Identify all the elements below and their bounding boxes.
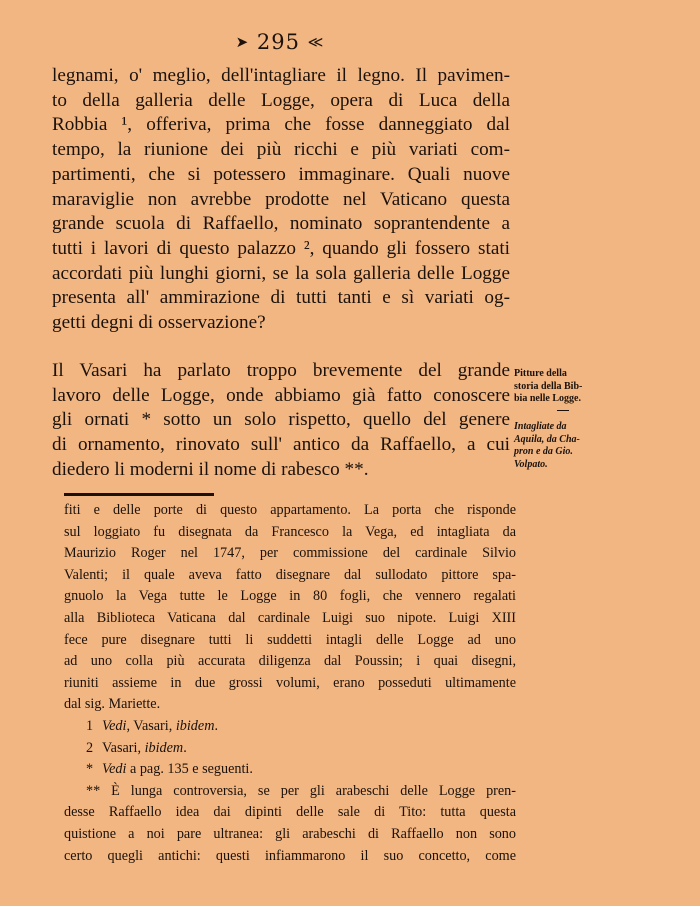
text-line: accordati più lunghi giorni, se la sola galleria delle Logge [52, 262, 510, 284]
text-line: gli ornati * sotto un solo rispetto, quello del genere [52, 409, 510, 431]
text-line: diedero li moderni il nome di rabesco **. [52, 458, 369, 480]
left-ornament-icon: ➤ [235, 33, 250, 51]
footnote-line: ad uno colla più accurata diligenza dal Poussin; i quai disegni, [64, 653, 516, 670]
footnote-line: sul loggiato fu disegnata da Francesco la Vega, ed intagliata da [64, 523, 516, 540]
margin-note-line: Volpato. [514, 458, 548, 470]
text-line: lavoro delle Logge, onde abbiamo già fatto conoscere [52, 384, 510, 406]
footnote-line: fece pure disegnare tutti li suddetti intagli delle Logge ad uno [64, 631, 516, 648]
text-line: presenta all' ammirazione di tutti tanti e sì variati og- [52, 287, 510, 309]
footnote-line: certo quegli antichi: questi infiammarono il suo concetto, come [64, 847, 516, 864]
footnote-cite: ibidem [144, 739, 184, 756]
footnote-line: ** È lunga controversia, se per gli arabeschi delle Logge pren- [86, 782, 516, 799]
footnotes [64, 500, 516, 867]
footnote-text: . [214, 717, 218, 734]
footnote-line: gnuolo la Vega tutte le Logge in 80 fogli, che vennero regalati [64, 588, 516, 605]
margin-note-line: Pitture della [514, 368, 567, 379]
footnote-mark: * [86, 761, 94, 778]
footnote-text: a pag. 135 e seguenti. [126, 761, 253, 778]
margin-note-engravers [514, 421, 614, 471]
footnote-line: Valenti; il quale aveva fatto disegnare dal sullodato pittore spa- [64, 566, 516, 583]
footnote-text: Vasari, [102, 739, 145, 756]
text-line: grande scuola di Raffaello, nominato soprantendente a [52, 213, 510, 235]
footnote-mark: 2 [86, 739, 94, 756]
text-line: partimenti, che si potessero immaginare. Quali nuove [52, 163, 510, 185]
footnote-line: dal sig. Mariette. [64, 696, 161, 713]
footnote-line: quistione a noi pare ultranea: gli arabeschi di Raffaello non sono [64, 825, 516, 842]
footnote-text: , Vasari, [126, 717, 176, 734]
text-line: tempo, la riunione dei più ricchi e più variati com- [52, 139, 510, 161]
page-header [0, 30, 560, 54]
footnote-cite: Vedi [102, 761, 127, 778]
margin-note-line: pron e da Gio. [514, 446, 573, 457]
footnote-separator [64, 493, 214, 496]
footnote-line: alla Biblioteca Vaticana dal cardinale Luigi suo nipote. Luigi XIII [64, 609, 516, 626]
footnote-line: riuniti assieme in due grossi volumi, erano posseduti ultimamente [64, 674, 516, 691]
text-line: legnami, o' meglio, dell'intagliare il legno. Il pavimen- [52, 65, 510, 86]
footnote-cite: ibidem [175, 717, 215, 734]
paragraph-1 [52, 64, 510, 336]
footnote-line: Maurizio Roger nel 1747, per commissione del cardinale Silvio [64, 545, 516, 562]
text-line: Il Vasari ha parlato troppo brevemente del grande [52, 360, 510, 381]
text-line: tutti i lavori di questo palazzo ², quando gli fossero stati [52, 237, 510, 259]
text-line: maraviglie non avrebbe prodotte nel Vaticano questa [52, 188, 510, 210]
text-line: di ornamento, rinovato sull' antico da Raffaello, a cui [52, 434, 510, 456]
footnote-text: . [183, 739, 187, 756]
footnote-mark: 1 [86, 717, 94, 734]
footnote-cite: Vedi [102, 717, 127, 734]
footnote-line: desse Raffaello idea dai dipinti delle sale di Tito: tutta questa [64, 804, 516, 821]
footnote-1 [64, 716, 516, 738]
margin-note-line: storia della Bib- [514, 380, 583, 392]
margin-note-divider [557, 410, 569, 411]
margin-note-line: bia nelle Logge. [514, 393, 581, 404]
text-line: to della galleria delle Logge, opera di Luca della [52, 89, 510, 111]
paragraph-2 [52, 359, 510, 483]
margin-note-line: Aquila, da Cha- [514, 433, 580, 445]
right-ornament-icon: ≪ [307, 33, 325, 51]
text-line: getti degni di osservazione? [52, 312, 266, 334]
margin-note-line: Intagliate da [514, 421, 567, 432]
footnote-line: fiti e delle porte di questo appartamento. La porta che risponde [64, 502, 516, 518]
margin-note-paintings [514, 368, 614, 406]
footnote-star [64, 759, 516, 781]
text-line: Robbia ¹, offeriva, prima che fosse danneggiato dal [52, 114, 510, 136]
footnote-2 [64, 738, 516, 760]
page-number: 295 [256, 30, 300, 54]
